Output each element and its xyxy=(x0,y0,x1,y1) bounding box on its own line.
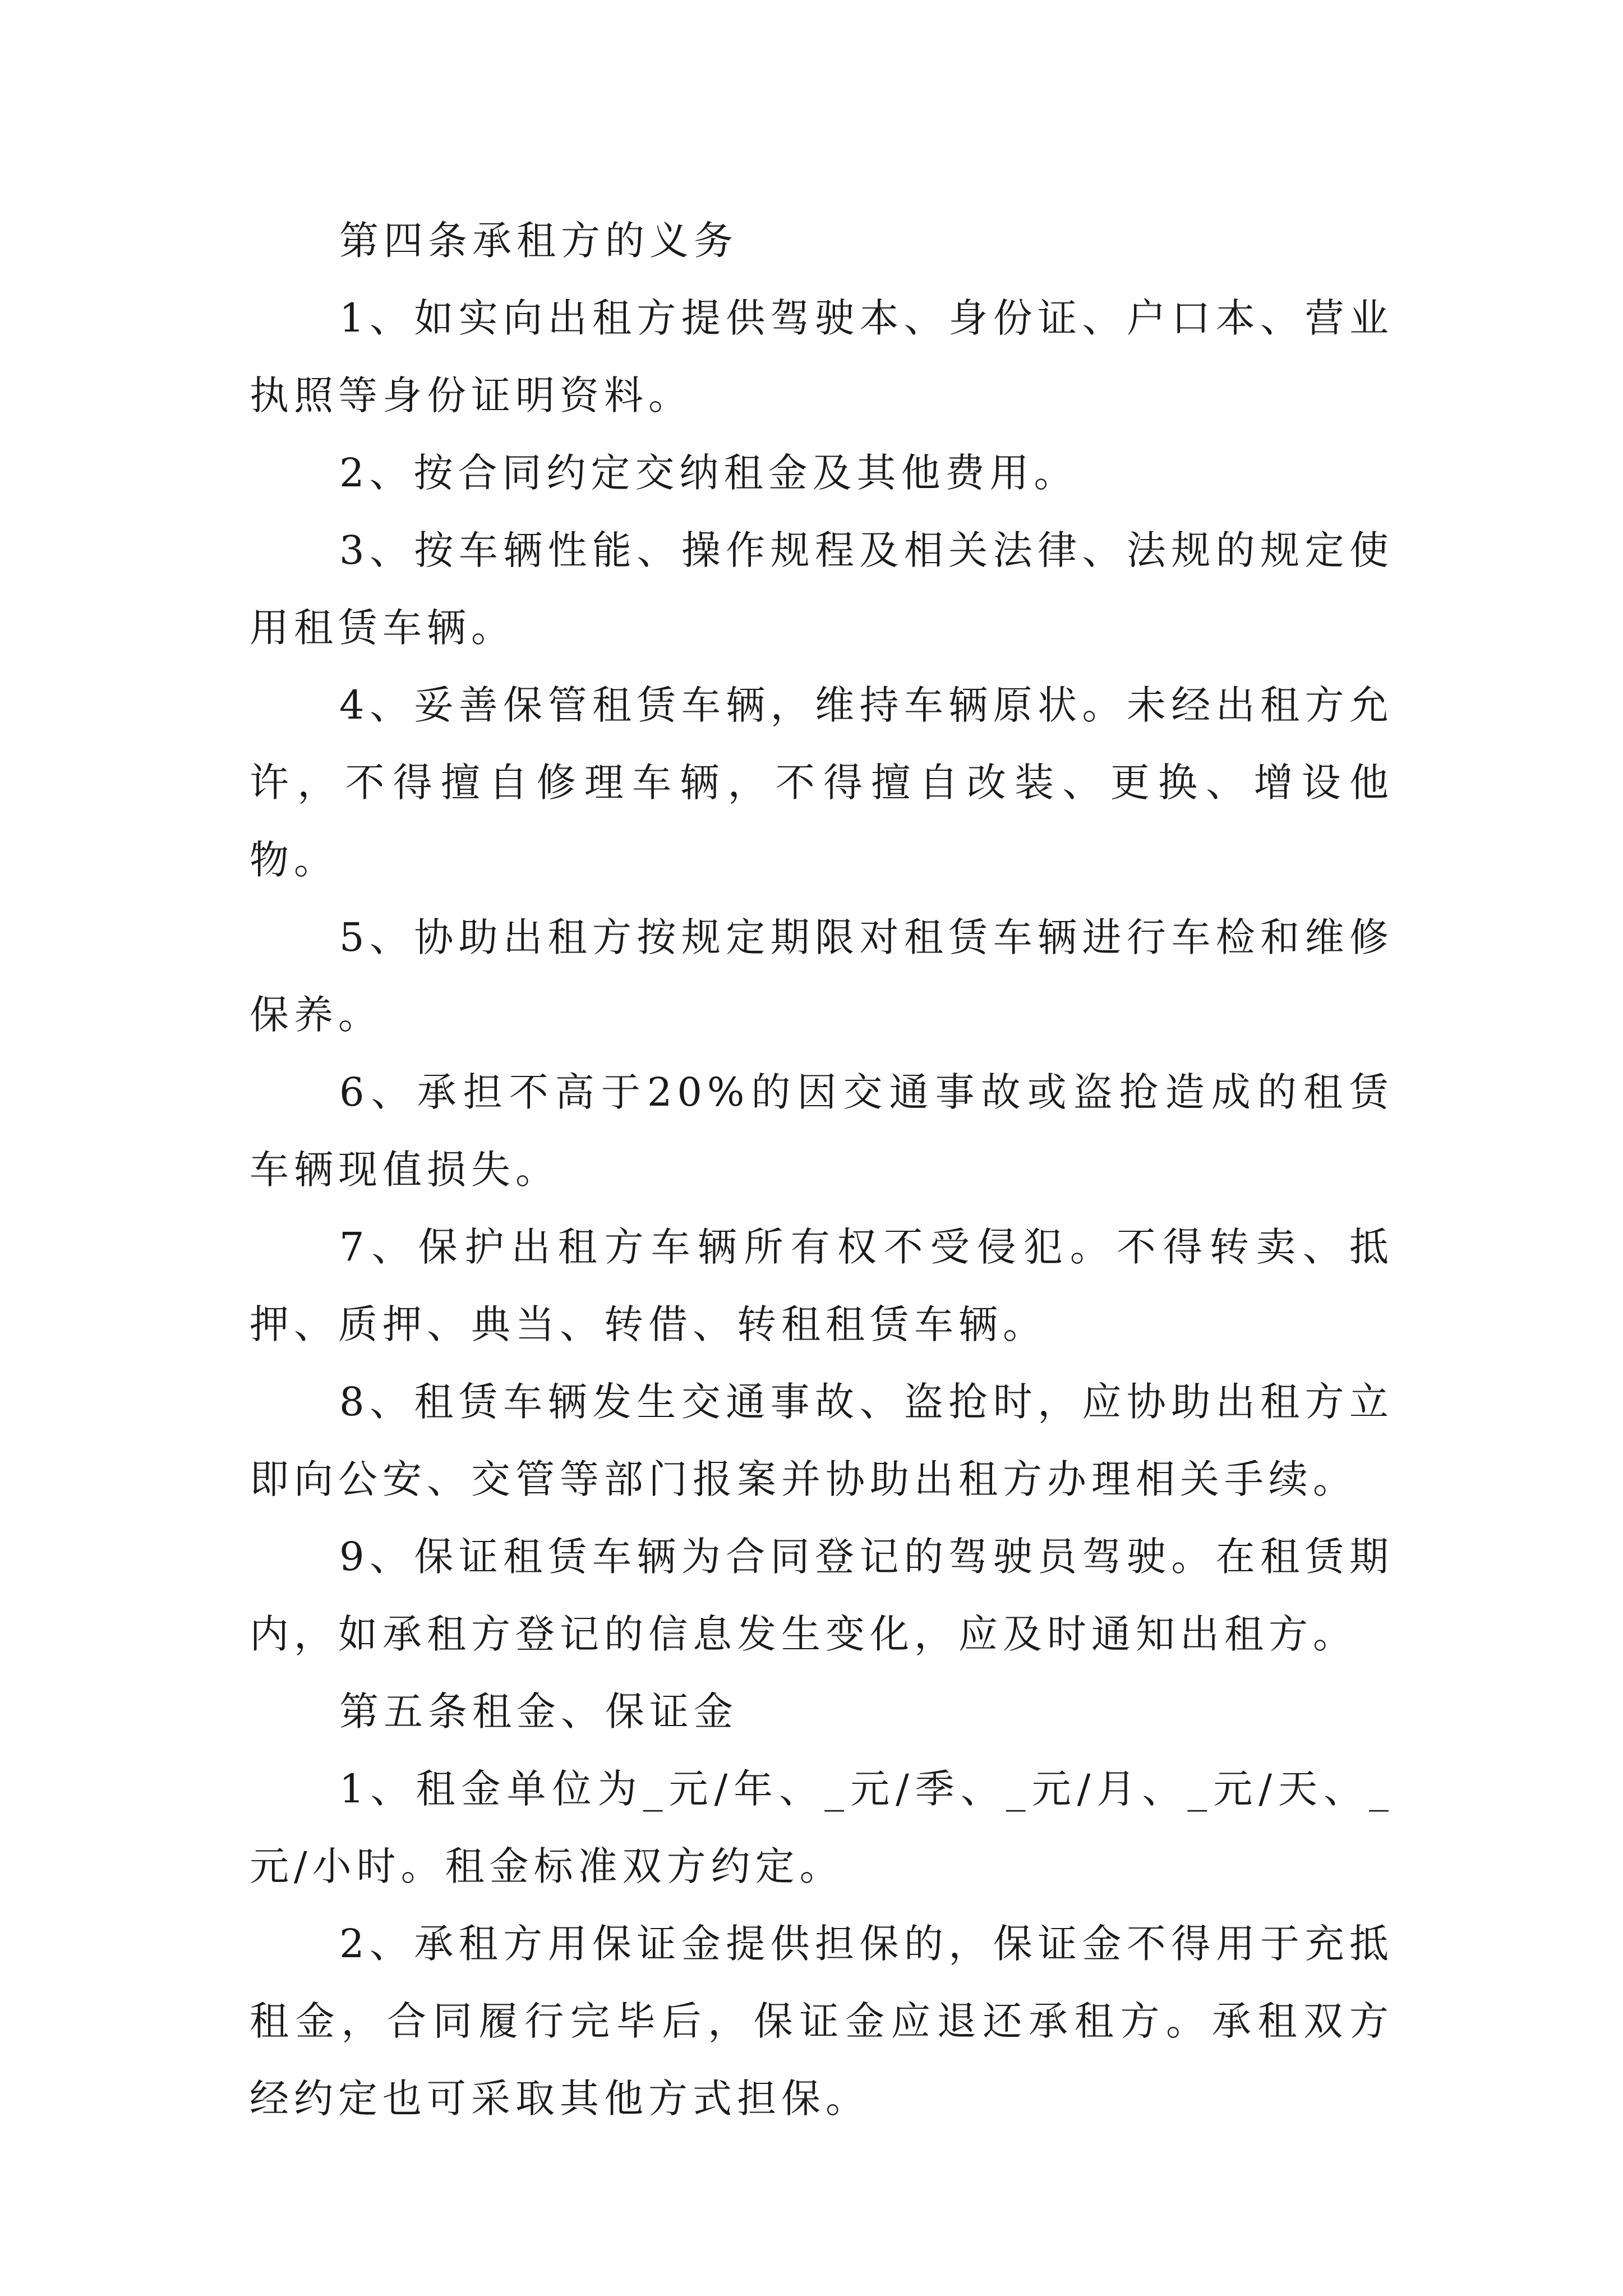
section-4-heading: 第四条承租方的义务 xyxy=(339,218,738,264)
section-4-item-6: 6、承担不高于20%的因交通事故或盗抢造成的租赁车辆现值损失。 xyxy=(250,1069,1394,1193)
section-4-item-9: 9、保证租赁车辆为合同登记的驾驶员驾驶。在租赁期内，如承租方登记的信息发生变化，应及时通知出租方。 xyxy=(250,1534,1394,1657)
section-5-heading: 第五条租金、保证金 xyxy=(339,1688,738,1734)
document-body xyxy=(250,202,1394,2137)
section-4-item-4: 4、妥善保管租赁车辆，维持车辆原状。未经出租方允许，不得擅自修理车辆，不得擅自改装、更换、增设他物。 xyxy=(250,682,1394,883)
section-4-item-3: 3、按车辆性能、操作规程及相关法律、法规的规定使用租赁车辆。 xyxy=(250,527,1394,651)
section-4-item-7: 7、保护出租方车辆所有权不受侵犯。不得转卖、抵押、质押、典当、转借、转租租赁车辆。 xyxy=(250,1224,1394,1347)
section-4-item-5: 5、协助出租方按规定期限对租赁车辆进行车检和维修保养。 xyxy=(250,914,1394,1038)
section-4-item-8: 8、租赁车辆发生交通事故、盗抢时，应协助出租方立即向公安、交管等部门报案并协助出租方办理相关手续。 xyxy=(250,1379,1394,1502)
section-4-item-1: 1、如实向出租方提供驾驶本、身份证、户口本、营业执照等身份证明资料。 xyxy=(250,295,1394,418)
section-4-item-2: 2、按合同约定交纳租金及其他费用。 xyxy=(339,450,1078,496)
section-5-item-2: 2、承租方用保证金提供担保的，保证金不得用于充抵租金，合同履行完毕后，保证金应退还承租方。承租双方经约定也可采取其他方式担保。 xyxy=(250,1921,1394,2122)
section-5-item-1: 1、租金单位为_元/年、_元/季、_元/月、_元/天、_元/小时。租金标准双方约定。 xyxy=(250,1766,1394,1889)
